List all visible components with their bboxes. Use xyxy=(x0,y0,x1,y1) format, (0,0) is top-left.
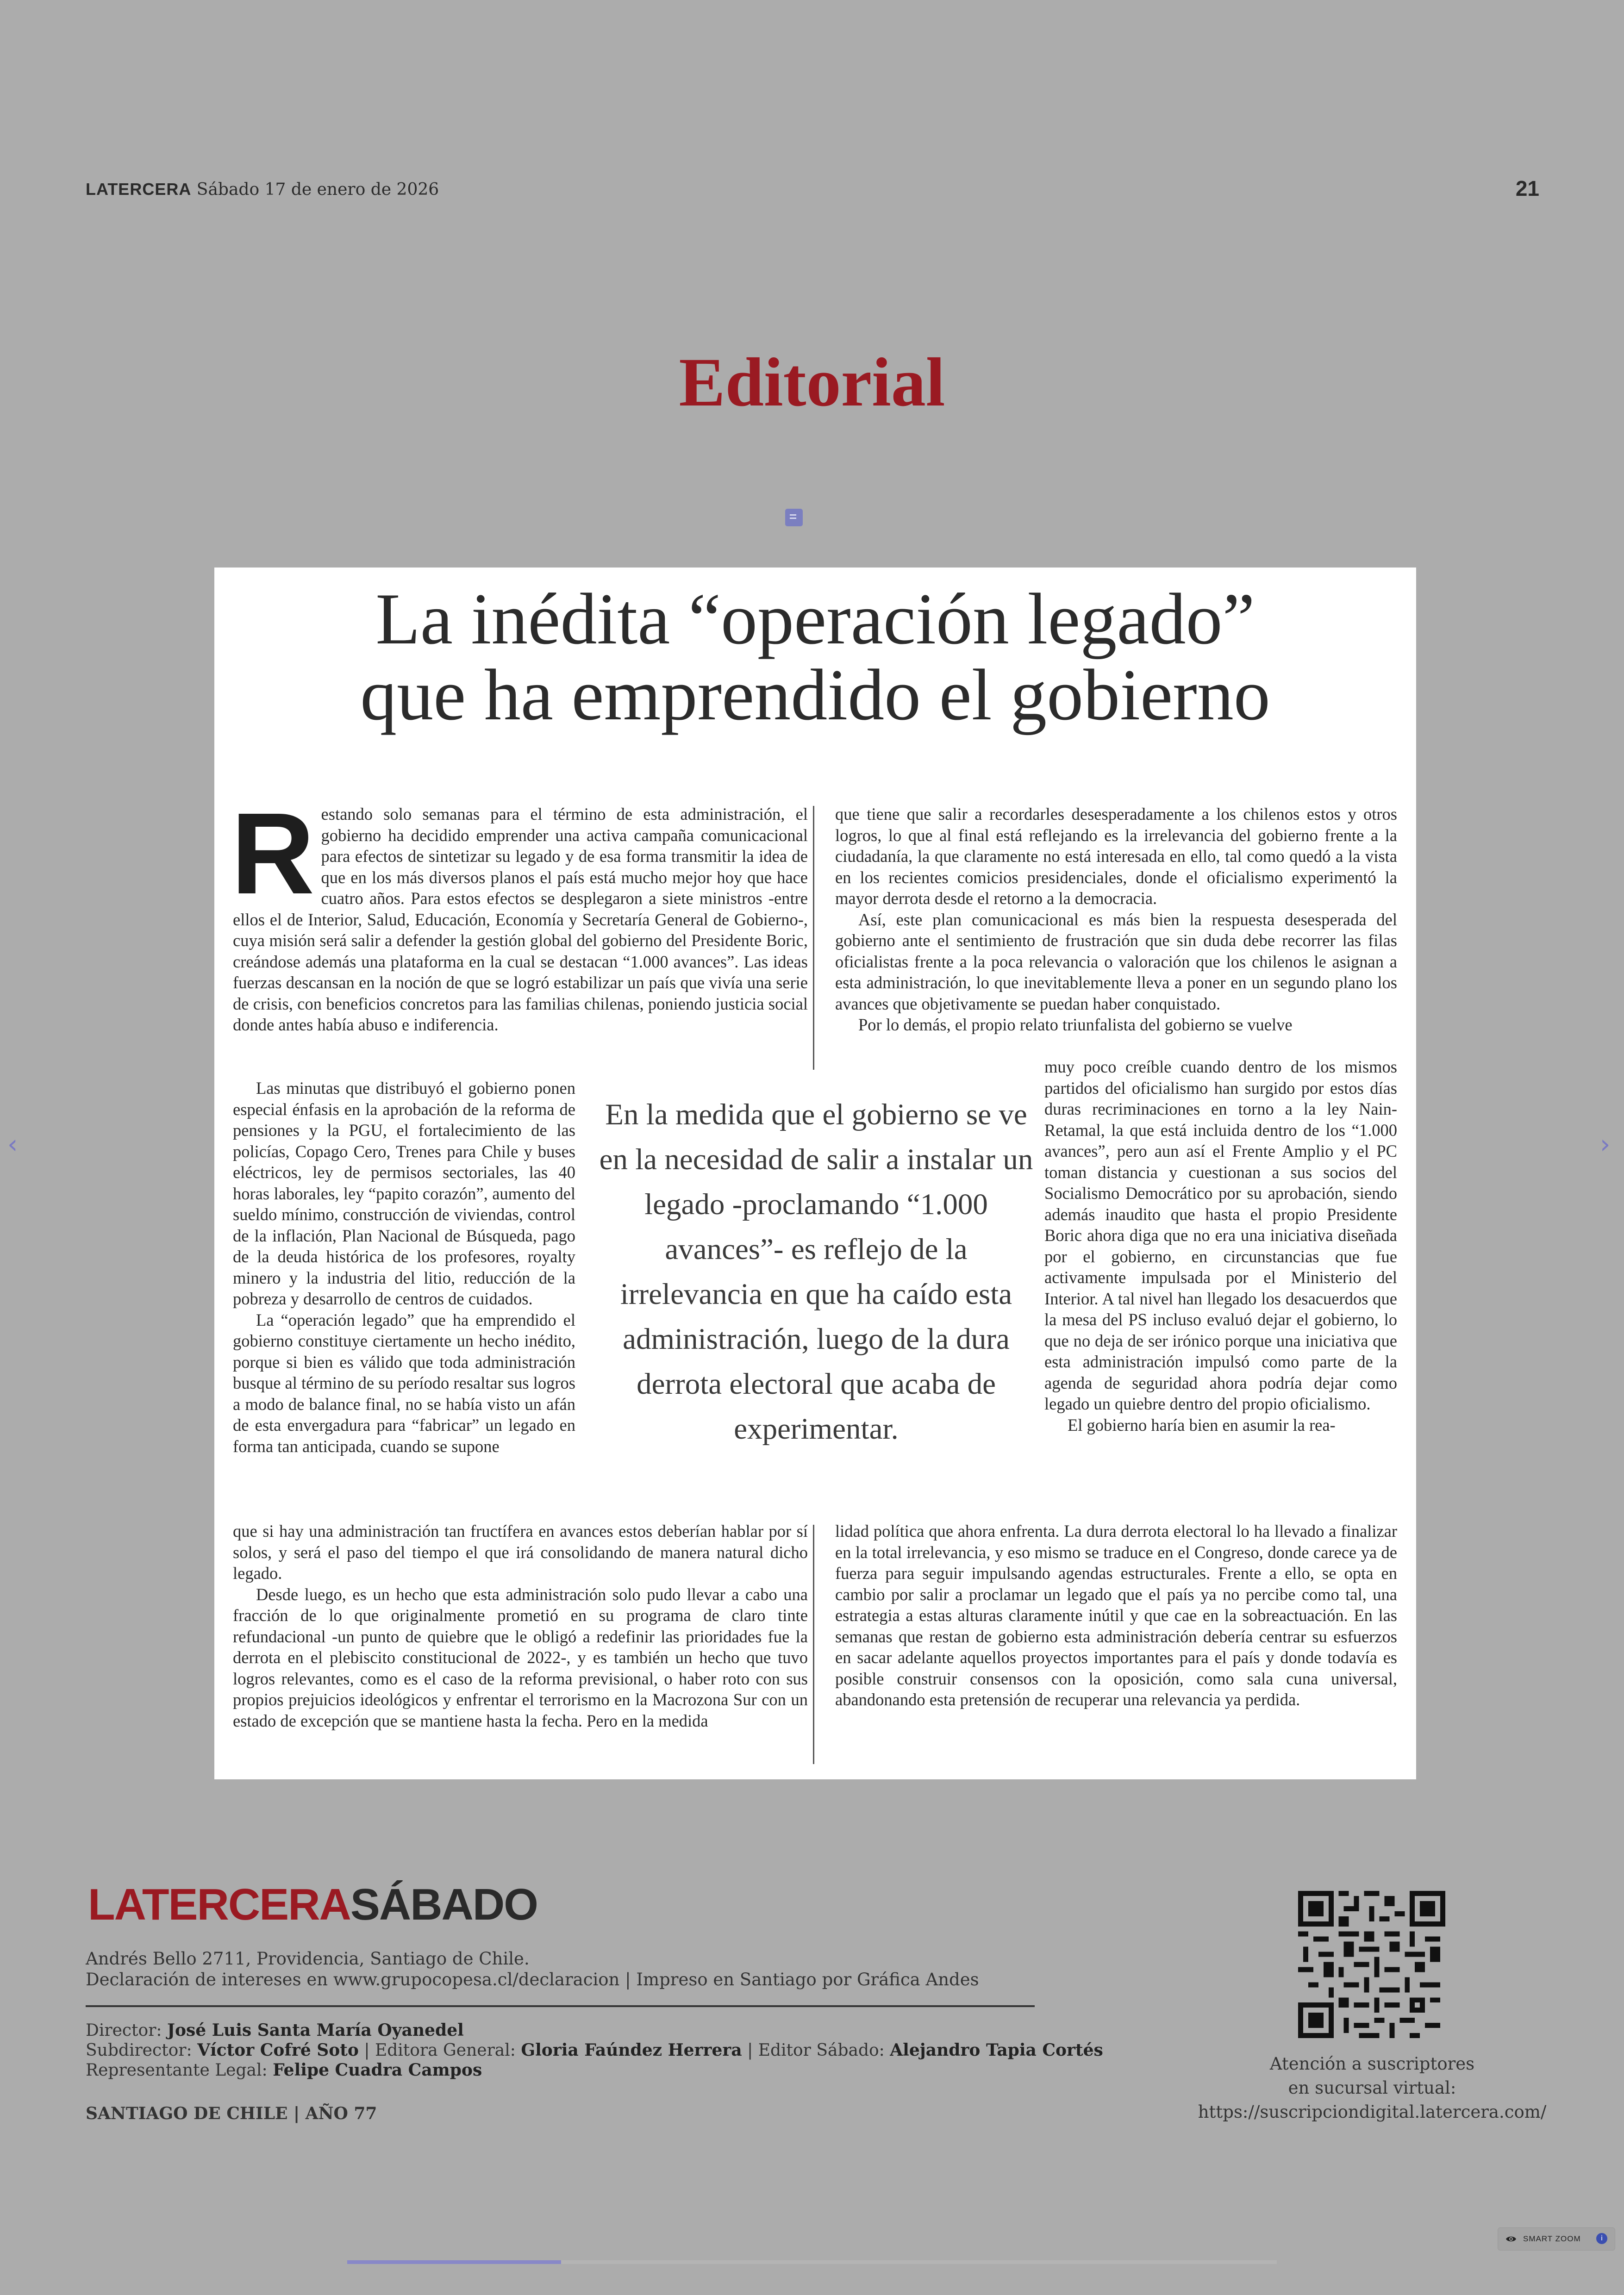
column-divider-top xyxy=(813,806,814,1070)
paragraph-6: Así, este plan comunicacional es más bien la respuesta desesperada del gobierno ante el sentimiento de frustración que sin duda debe recorrer las filas oficialistas frente a la poca relevancia o valoración que los chilenos le asignan a esta administración, lo que inevitablemente lleva a poner en un segundo plano los avances que objetivamente se puedan haber conquistado. xyxy=(835,910,1397,1013)
previous-page-icon[interactable]: ‹ xyxy=(7,1129,18,1160)
page-header-left xyxy=(86,180,439,199)
footer-address: Andrés Bello 2711, Providencia, Santiago de Chile. xyxy=(86,1949,530,1969)
page-number: 21 xyxy=(1515,176,1539,200)
footer-logo xyxy=(88,1879,537,1930)
qr-code-icon xyxy=(1298,1891,1445,2038)
zoom-region-icon[interactable] xyxy=(785,509,803,526)
footer-director xyxy=(86,2021,464,2040)
info-icon[interactable]: i xyxy=(1596,2233,1607,2244)
rep-label: Representante Legal: xyxy=(86,2061,273,2080)
editora-name: Gloria Faúndez Herrera xyxy=(521,2040,742,2060)
editor-sabado-name: Alejandro Tapia Cortés xyxy=(890,2040,1103,2060)
qr-caption-line-2: en sucursal virtual: xyxy=(1288,2078,1456,2098)
next-page-icon[interactable]: › xyxy=(1600,1129,1611,1160)
column-left-top xyxy=(231,789,808,1035)
paragraph-3a: La “operación legado” que ha emprendido el gobierno constituye ciertamente un hecho inédito, porque si bien es válido que toda administración busque al término de su período resaltar sus logros a modo de balance final, no se había visto un afán de esta envergadura para “fabricar” un legado en forma tan anticipada, cuando se supone xyxy=(233,1310,575,1456)
column-left-bottom xyxy=(233,1521,808,1731)
paragraph-7-rest: muy poco creíble cuando dentro de los mismos partidos del oficialismo han surgido por estos días duras recriminaciones en torno a la ley Nain-Retamal, la que está incluida dentro de los “1.000 avances”, pero aun así el Frente Amplio y el PC toman distancia y cuestionan a sus socios del Socialismo Democrático por su aprobación, siendo además inaudito que hasta el propio Presidente Boric ahora diga que no era una iniciativa diseñada por el gobierno, en circunstancias que fue activamente impulsada por el Ministerio del Interior. A tal nivel han llegado los desacuerdos que la mesa del PS incluso evaluó dejar el gobierno, lo que no deja de ser irónico porque una iniciativa que esta administración impulsó como parte de la agenda de seguridad ahora podría dejar como legado un quiebre dentro del propio oficialismo. xyxy=(1044,1057,1397,1413)
footer-editors xyxy=(86,2040,1103,2060)
paragraph-4: Desde luego, es un hecho que esta administración solo pudo llevar a cabo una fracción de lo que originalmente prometió en su programa de claro tinte refundacional -un punto de quiebre que le obligó a redefinir las prioridades fue la derrota en el plebiscito constitucional de 2022-, y es también un hecho que tuvo logros relevantes, como es el caso de la reforma previsional, o haber roto con sus propios prejuicios ideológicos y enfrentar el terrorismo en la Macrozona Sur con un estado de excepción que se mantiene hasta la fecha. Pero en la medida xyxy=(233,1584,808,1730)
subdirector-label: Subdirector: xyxy=(86,2041,198,2060)
paragraph-1: estando solo semanas para el término de esta administración, el gobierno ha decidido emprender una activa campaña comunicacional para efectos de sintetizar su legado y de esa forma transmitir la idea de que en los más diversos planos el país está mucho mejor hoy que hace cuatro años. Para estos efectos se desplegaron a siete ministros -entre ellos el de Interior, Salud, Educación, Economía y Secretaría General de Gobierno-, cuya misión será salir a defender la gestión global del gobierno del Presidente Boric, creándose además una plataforma en la cual se destacan “1.000 avances”. Las ideas fuerzas descansan en la noción de que se logró estabilizar un país que vivía una serie de crisis, con beneficios concretos para las familias chilenas, poniendo justicia social donde antes había abuso e indiferencia. xyxy=(233,804,808,1034)
footer-divider xyxy=(86,2005,1035,2007)
footer-legal-rep xyxy=(86,2060,482,2080)
header-date: Sábado 17 de enero de 2026 xyxy=(196,180,439,199)
paragraph-8-lead: El gobierno haría bien en asumir la rea- xyxy=(1068,1415,1336,1434)
subdirector-name: Víctor Cofré Soto xyxy=(197,2040,359,2060)
smart-zoom-button[interactable] xyxy=(1498,2227,1615,2251)
footer-logo-brand: LATERCERA xyxy=(88,1880,350,1929)
paragraph-5: que tiene que salir a recordarles desesperadamente a los chilenos estos y otros logros, lo que al final está reflejando es la irrelevancia del gobierno frente a la ciudadanía, la que claramente no está interesada en ello, tal como quedó a la vista en los recientes comicios presidenciales, donde el oficialismo experimentó la mayor derrota desde el retorno a la democracia. xyxy=(835,804,1397,908)
page-progress-fill xyxy=(347,2260,561,2264)
column-right-narrow xyxy=(1044,1056,1397,1435)
paragraph-8-rest: lidad política que ahora enfrenta. La dura derrota electoral lo ha llevado a finalizar en la total irrelevancia, y eso mismo se traduce en el Congreso, donde carece ya de fuerza para seguir impulsando agendas estructurales. Frente a ello, se opta en cambio por salir a proclamar un legado que el país ya no percibe como tal, una estrategia a estas alturas claramente inútil y que cae en la sobreactuación. En las semanas que restan de gobierno esta administración debería centrar su esfuerzos en sacar adelante aquellos proyectos importantes para el país y donde todavía es posible construir consensos con la oposición, como sala cuna universal, abandonando esta pretensión de recuperar una relevancia ya perdida. xyxy=(835,1522,1397,1709)
column-left-narrow xyxy=(233,1078,575,1457)
section-title: Editorial xyxy=(679,344,945,421)
editor-sabado-label: | Editor Sábado: xyxy=(742,2041,890,2060)
editora-label: | Editora General: xyxy=(358,2041,521,2060)
rep-name: Felipe Cuadra Campos xyxy=(273,2060,482,2080)
header-brand: LATERCERA xyxy=(86,180,192,199)
qr-caption-line-1: Atención a suscriptores xyxy=(1269,2054,1475,2074)
headline-line-1: La inédita “operación legado” xyxy=(375,579,1255,660)
headline-line-2: que ha emprendido el gobierno xyxy=(360,655,1270,736)
pull-quote: En la medida que el gobierno se ve en la necesidad de salir a instalar un legado -proclamando “1.000 avances”- es reflejo de la irrelevancia en que ha caído esta administración, luego de la dura derrota electoral que acaba de experimentar. xyxy=(599,1098,1033,1446)
eye-icon xyxy=(1505,2233,1517,2245)
paragraph-7-lead: Por lo demás, el propio relato triunfalista del gobierno se vuelve xyxy=(858,1015,1293,1034)
headline xyxy=(214,579,1416,736)
column-right-bottom xyxy=(835,1521,1397,1710)
footer-logo-edition: SÁBADO xyxy=(350,1880,537,1929)
footer-city-year: SANTIAGO DE CHILE | AÑO 77 xyxy=(86,2104,377,2123)
column-right-top xyxy=(835,804,1397,1035)
qr-caption-link[interactable]: https://suscripciondigital.latercera.com/ xyxy=(1198,2102,1547,2122)
article-zoom-region[interactable] xyxy=(214,568,1416,1779)
footer-declaration: Declaración de intereses en www.grupocopesa.cl/declaracion | Impreso en Santiago por Gráfica Andes xyxy=(86,1970,979,1989)
director-name: José Luis Santa María Oyanedel xyxy=(167,2021,464,2040)
drop-cap: R xyxy=(231,789,315,918)
smart-zoom-label: SMART ZOOM xyxy=(1523,2234,1581,2243)
paragraph-2: Las minutas que distribuyó el gobierno ponen especial énfasis en la aprobación de la reforma de pensiones y la PGU, el fortalecimiento de las policías, Copago Cero, Trenes para Chile y buses eléctricos, ley de permisos sectoriales, las 40 horas laborales, ley “papito corazón”, aumento del sueldo mínimo, construcción de viviendas, control de la inflación, Plan Nacional de Búsqueda, pago de la deuda histórica de los profesores, royalty minero y la industria del litio, reducción de la pobreza y desarrollo de centros de cuidados. xyxy=(233,1079,575,1308)
column-divider-bottom xyxy=(813,1525,814,1764)
director-label: Director: xyxy=(86,2021,167,2040)
paragraph-3b: que si hay una administración tan fructífera en avances estos deberían hablar por sí solos, y será el paso del tiempo el que irá consolidando de manera natural dicho legado. xyxy=(233,1522,808,1583)
